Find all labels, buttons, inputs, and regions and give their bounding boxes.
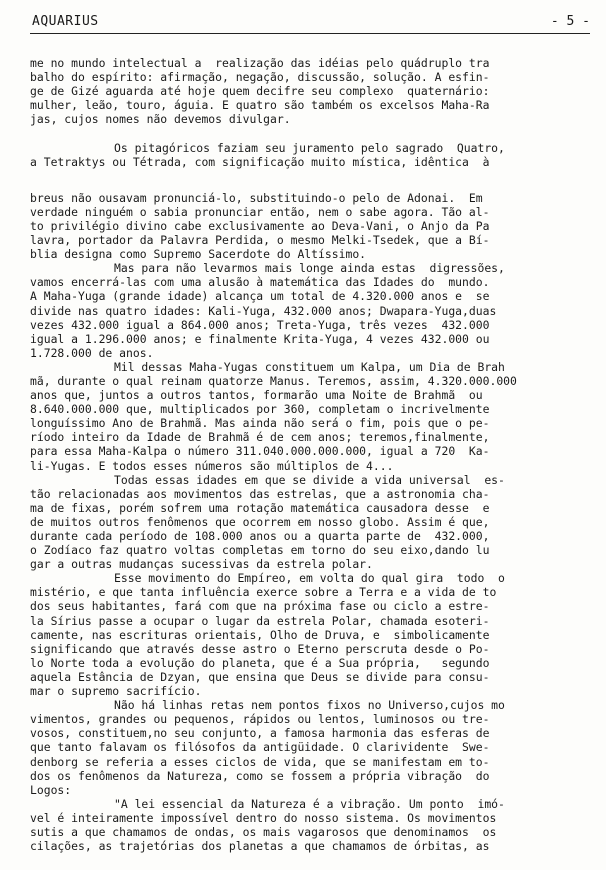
text-line: divide nas quatro idades: Kali-Yuga, 432.000 anos; Dwapara-Yuga,duas bbox=[30, 303, 497, 318]
text-line: ma de fixas, porém sofrem uma rotação matemática causadora desse e bbox=[30, 500, 490, 515]
text-line: o Zodíaco faz quatro voltas completas em torno do seu eixo,dando lu bbox=[30, 543, 490, 558]
paragraph-start: Todas essas idades em que se divide a vida universal es- bbox=[114, 472, 505, 487]
text-line: igual a 1.296.000 anos; e finalmente Krita-Yuga, 4 vezes 432.000 ou bbox=[30, 331, 490, 346]
paragraph-start: Não há linhas retas nem pontos fixos no Universo,cujos mo bbox=[114, 698, 505, 713]
text-line: lavra, portador da Palavra Perdida, o mesmo Melki-Tsedek, que a Bí- bbox=[30, 233, 490, 248]
text-line: jas, cujos nomes não devemos divulgar. bbox=[30, 112, 291, 127]
text-line: significando que através desse astro o Eterno perscruta desde o Po- bbox=[30, 641, 490, 656]
text-line: para essa Maha-Kalpa o número 311.040.000.000.000, igual a 720 Ka- bbox=[30, 444, 490, 459]
text-line: tão relacionadas aos movimentos das estrelas, que a astronomia cha- bbox=[30, 486, 490, 501]
text-line: anos que, juntos a outros tantos, formarão uma Noite de Brahmã ou bbox=[30, 388, 483, 403]
text-line: vosos, constituem,no seu conjunto, a famosa harmonia das esferas de bbox=[30, 726, 490, 741]
blank-line bbox=[30, 126, 590, 140]
header-title: AQUARIUS bbox=[32, 14, 99, 29]
text-line: de muitos outros fenômenos que ocorrem em nosso globo. Assim é que, bbox=[30, 514, 490, 529]
text-line: mã, durante o qual reinam quatorze Manus. Teremos, assim, 4.320.000.000 bbox=[30, 373, 517, 388]
paragraph-start: Os pitagóricos faziam seu juramento pelo sagrado Quatro, bbox=[114, 140, 505, 155]
text-line: breus não ousavam pronunciá-lo, substituindo-o pelo de Adonai. Em bbox=[30, 190, 483, 205]
text-line: 8.640.000.000 que, multiplicados por 360, completam o incrivelmente bbox=[30, 402, 490, 417]
text-line: cilações, as trajetórias dos planetas a que chamamos de órbitas, as bbox=[30, 839, 490, 854]
text-line: mulher, leão, touro, águia. E quatro são também os excelsos Maha-Ra bbox=[30, 98, 490, 113]
text-line: longuíssimo Ano de Brahmã. Mas ainda não será o fim, pois que o pe- bbox=[30, 416, 490, 431]
text-line: verdade ninguém o sabia pronunciar então, nem o sabe agora. Tão al- bbox=[30, 204, 490, 219]
text-line: mistério, e que tanta influência exerce sobre a Terra e a vida de to bbox=[30, 585, 497, 600]
text-line: dos os fenômenos da Natureza, como se fossem a própria vibração do bbox=[30, 768, 490, 783]
text-line: vimentos, grandes ou pequenos, rápidos ou lentos, luminosos ou tre- bbox=[30, 712, 490, 727]
text-line: durante cada período de 108.000 anos ou a quarta parte de 432.000, bbox=[30, 529, 490, 543]
text-line: denborg se referia a esses ciclos de vida, que se manifestam em to- bbox=[30, 754, 490, 769]
text-line: a Tetraktys ou Tétrada, com significação muito mística, idêntica à bbox=[30, 154, 490, 169]
page-header bbox=[30, 14, 590, 34]
page-number: - 5 - bbox=[550, 14, 590, 29]
text-line: balho do espírito: afirmação, negação, discussão, solução. A esfin- bbox=[30, 70, 490, 85]
text-line: 1.728.000 de anos. bbox=[30, 345, 154, 360]
text-line: la Sírius passe a ocupar o lugar da estrela Polar, chamada esoteri- bbox=[30, 613, 490, 628]
text-line: ge de Gizé aguarda até hoje quem decifre seu complexo quaternário: bbox=[30, 84, 490, 99]
text-line: A Maha-Yuga (grande idade) alcança um total de 4.320.000 anos e se bbox=[30, 289, 490, 304]
text-line: aquela Estância de Dzyan, que ensina que Deus se divide para consu- bbox=[30, 669, 490, 684]
text-line: vel é inteiramente impossível dentro do nosso sistema. Os movimentos bbox=[30, 810, 497, 825]
text-line: blia designa como Supremo Sacerdote do Altíssimo. bbox=[30, 247, 367, 262]
text-line: Logos: bbox=[30, 782, 72, 797]
body-text bbox=[30, 56, 590, 853]
text-line: li-Yugas. E todos esses números são múltiplos de 4... bbox=[30, 458, 394, 473]
text-line: que tanto falavam os filósofos da antigüidade. O clarividente Swe- bbox=[30, 740, 490, 755]
header-rule bbox=[30, 33, 590, 34]
paragraph-start: Esse movimento do Empíreo, em volta do qual gira todo o bbox=[114, 571, 505, 586]
text-line: dos seus habitantes, fará com que na próxima fase ou ciclo a estre- bbox=[30, 599, 490, 614]
text-line: to privilégio divino cabe exclusivamente ao Deva-Vani, o Anjo da Pa bbox=[30, 218, 490, 233]
text-line: mar o supremo sacrifício. bbox=[30, 684, 202, 699]
text-line: gar a outras mudanças sucessivas da estrela polar. bbox=[30, 557, 373, 572]
text-line: vezes 432.000 igual a 864.000 anos; Treta-Yuga, três vezes 432.000 bbox=[30, 317, 490, 332]
quote-start: "A lei essencial da Natureza é a vibração. Um ponto imó- bbox=[114, 796, 505, 811]
text-line: sutis a que chamamos de ondas, os mais vagarosos que denominamos os bbox=[30, 824, 497, 839]
paragraph-start: Mil dessas Maha-Yugas constituem um Kalpa, um Dia de Brah bbox=[114, 359, 505, 374]
text-line: camente, nas escrituras orientais, Olho de Druva, e simbolicamente bbox=[30, 627, 490, 642]
text-line: me no mundo intelectual a realização das idéias pelo quádruplo tra bbox=[30, 56, 490, 70]
text-line: vamos encerrá-las com uma alusão à matemática das Idades do mundo. bbox=[30, 275, 490, 290]
paragraph-start: Mas para não levarmos mais longe ainda estas digressões, bbox=[114, 261, 505, 276]
text-line: ríodo inteiro da Idade de Brahmã é de cem anos; teremos,finalmente, bbox=[30, 430, 490, 445]
text-line: lo Norte toda a evolução do planeta, que é a Sua própria, segundo bbox=[30, 655, 490, 670]
text-line-tetragrammaton bbox=[30, 169, 590, 191]
